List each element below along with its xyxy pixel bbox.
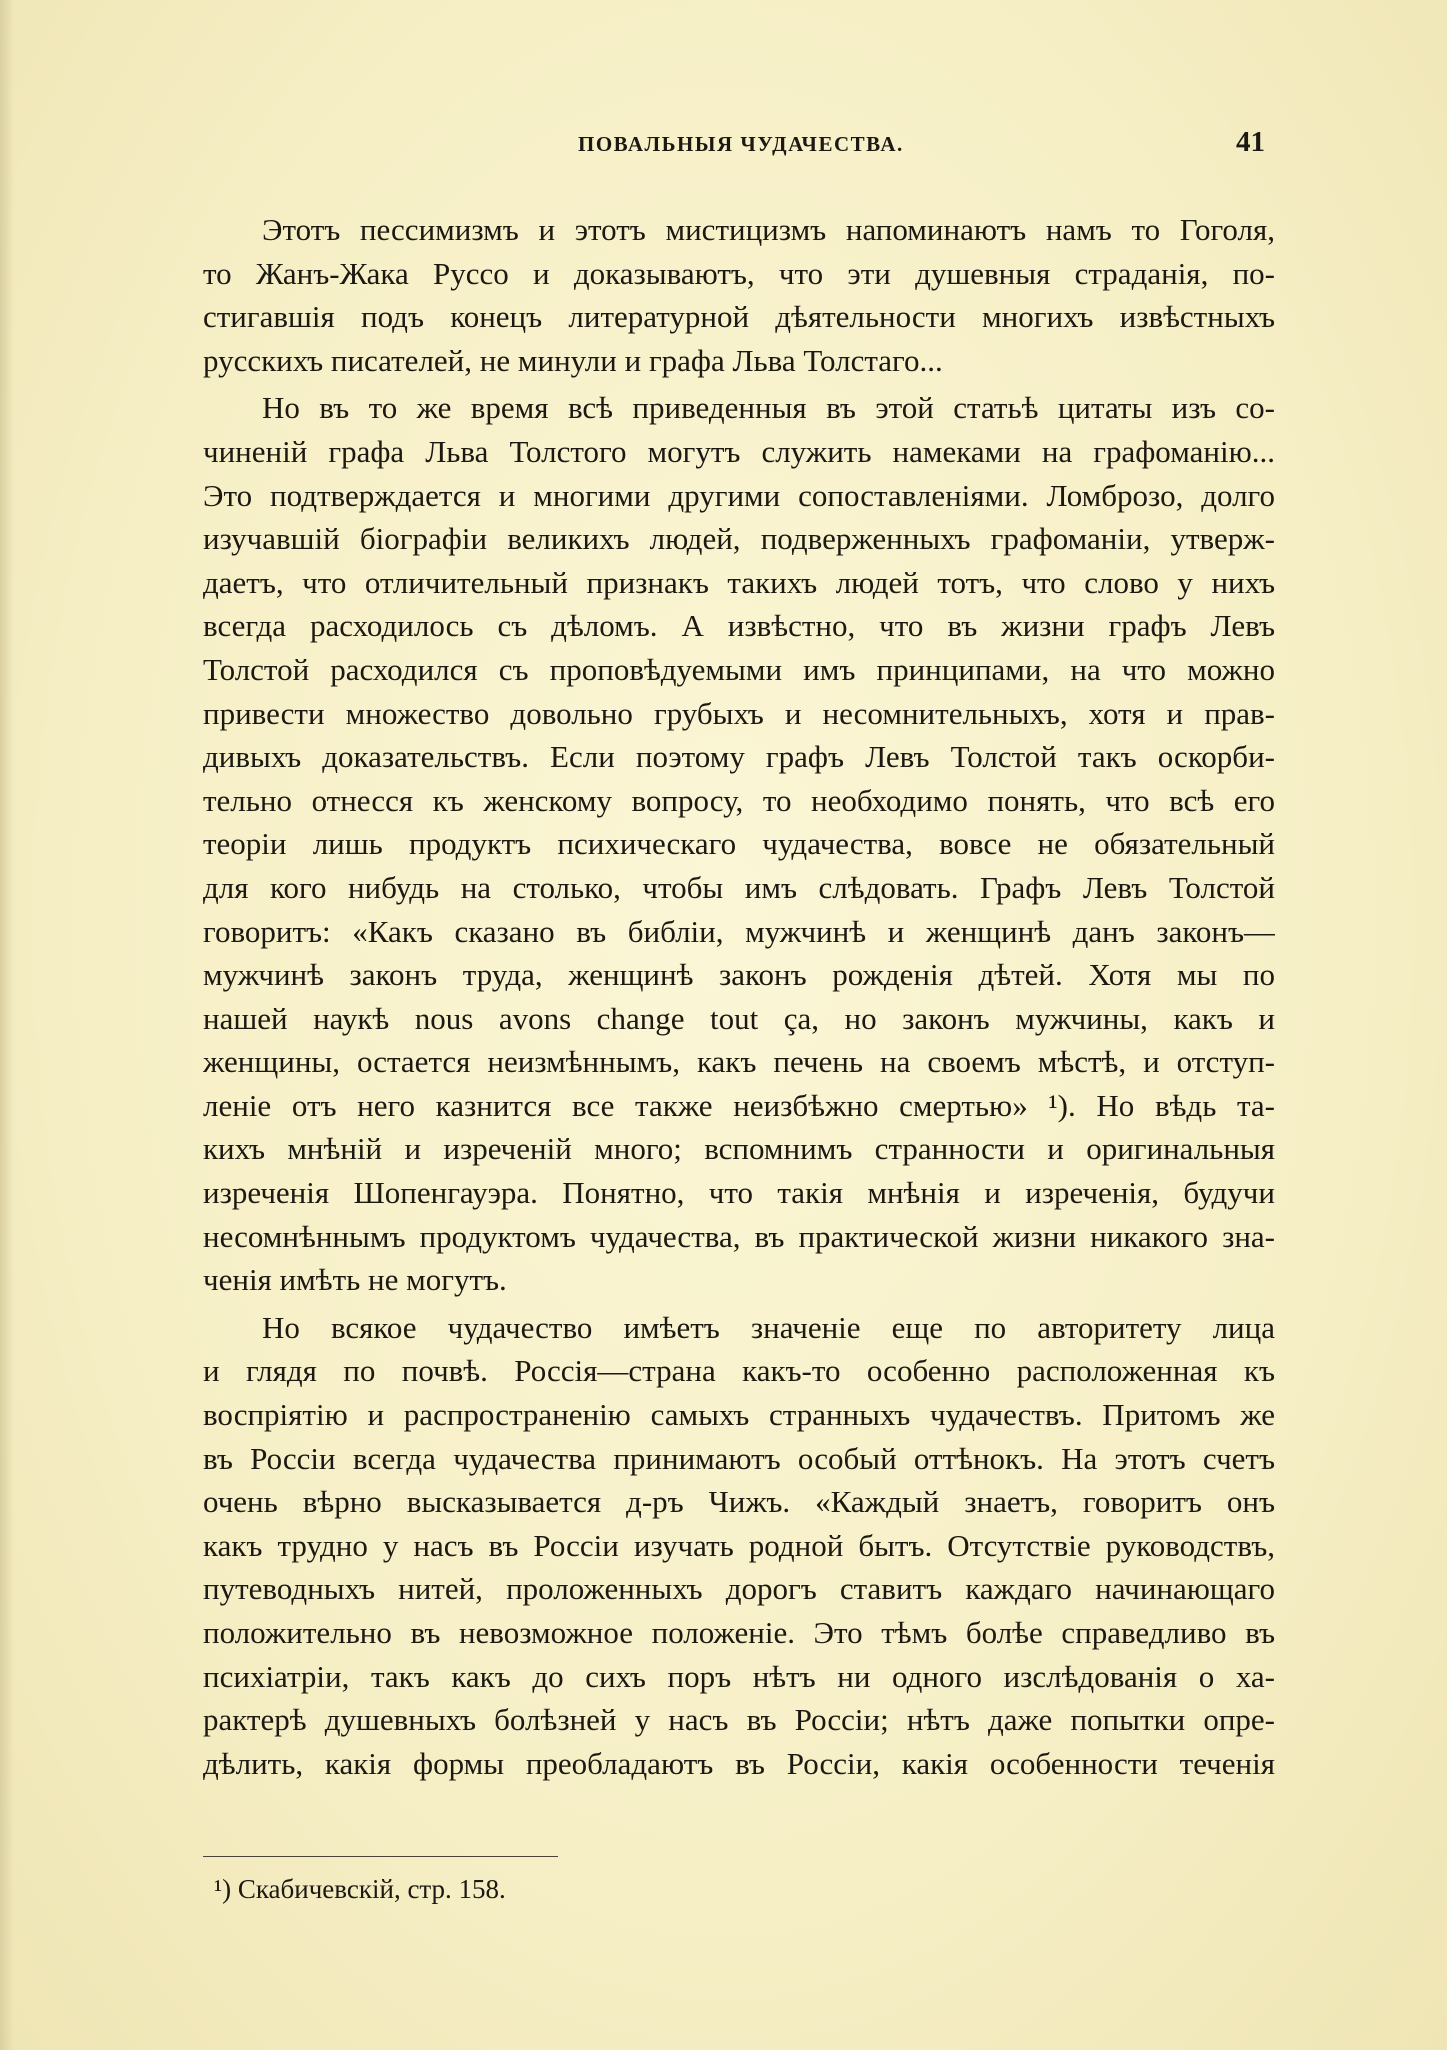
text-line: всегда расходилось съ дѣломъ. А извѣстно, что въ жизни графъ Левъ	[203, 608, 1275, 644]
footnote-divider	[203, 1856, 558, 1857]
text-line: Толстой расходился съ проповѣдуемыми имъ принципами, на что можно	[203, 651, 1275, 687]
text-line: дѣлить, какія формы преобладаютъ въ Россіи, какія особенности теченія	[203, 1745, 1275, 1781]
text-line: теоріи лишь продуктъ психическаго чудачества, вовсе не обязательный	[203, 826, 1275, 862]
text-line: въ Россіи всегда чудачества принимаютъ особый оттѣнокъ. На этотъ счетъ	[203, 1440, 1275, 1476]
text-line: и глядя по почвѣ. Россія—страна какъ-то особенно расположенная къ	[203, 1353, 1275, 1389]
text-line: привести множество довольно грубыхъ и несомнительныхъ, хотя и прав-	[203, 695, 1275, 731]
text-line: положительно въ невозможное положеніе. Это тѣмъ болѣе справедливо въ	[203, 1615, 1275, 1650]
text-line: мужчинѣ законъ труда, женщинѣ законъ рожденія дѣтей. Хотя мы по	[203, 957, 1275, 993]
text-line: рактерѣ душевныхъ болѣзней у насъ въ Россіи; нѣтъ даже попытки опре-	[203, 1702, 1275, 1738]
text-line: стигавшія подъ конецъ литературной дѣятельности многихъ извѣстныхъ	[203, 299, 1275, 335]
text-line: психіатріи, такъ какъ до сихъ поръ нѣтъ ни одного изслѣдованія о ха-	[203, 1658, 1275, 1694]
text-line: даетъ, что отличительный признакъ такихъ людей тотъ, что слово у нихъ	[203, 564, 1275, 600]
text-line: путеводныхъ нитей, проложенныхъ дорогъ ставитъ каждаго начинающаго	[203, 1571, 1275, 1607]
text-line: Но всякое чудачество имѣетъ значеніе еще по авторитету лица	[262, 1309, 1275, 1345]
text-line: ченія имѣть не могутъ.	[203, 1262, 507, 1298]
text-line: леніе отъ него казнится все также неизбѣжно смертью» ¹). Но вѣдь та-	[203, 1087, 1275, 1123]
text-line: говоритъ: «Какъ сказано въ библіи, мужчинѣ и женщинѣ данъ законъ—	[203, 913, 1275, 949]
text-line: дивыхъ доказательствъ. Если поэтому графъ Левъ Толстой такъ оскорби-	[203, 739, 1275, 775]
text-line: изучавшій біографіи великихъ людей, подверженныхъ графоманіи, утверж-	[203, 521, 1275, 557]
page-left-edge	[0, 0, 14, 2050]
text-line: то Жанъ-Жака Руссо и доказываютъ, что эти душевныя страданія, по-	[203, 255, 1275, 291]
page-number: 41	[1236, 126, 1265, 158]
text-line: очень вѣрно высказывается д-ръ Чижъ. «Каждый знаетъ, говоритъ онъ	[203, 1484, 1275, 1520]
text-line: русскихъ писателей, не минули и графа Льва Толстаго...	[203, 342, 943, 378]
footnote-marker: ¹)	[214, 1874, 232, 1904]
text-line: какъ трудно у насъ въ Россіи изучать родной бытъ. Отсутствіе руководствъ,	[203, 1527, 1275, 1563]
text-line: воспріятію и распространенію самыхъ странныхъ чудачествъ. Притомъ же	[203, 1397, 1275, 1433]
text-line: чиненій графа Льва Толстого могутъ служить намеками на графоманію...	[203, 433, 1275, 469]
body-text	[203, 208, 1275, 1785]
text-line: нашей наукѣ nous avons change tout ça, но законъ мужчины, какъ и	[203, 1000, 1275, 1036]
text-line: Это подтверждается и многими другими сопоставленіями. Ломброзо, долго	[203, 477, 1275, 513]
text-line: кихъ мнѣній и изреченій много; вспомнимъ странности и оригинальныя	[203, 1131, 1275, 1167]
text-line: Этотъ пессимизмъ и этотъ мистицизмъ напоминаютъ намъ то Гоголя,	[262, 212, 1275, 247]
text-line: женщины, остается неизмѣннымъ, какъ печень на своемъ мѣстѣ, и отступ-	[203, 1044, 1275, 1080]
footnote	[214, 1874, 506, 1905]
text-line: тельно отнесся къ женскому вопросу, то необходимо понять, что всѣ его	[203, 782, 1275, 818]
footnote-text: Скабичевскій, стр. 158.	[231, 1874, 506, 1904]
text-line: изреченія Шопенгауэра. Понятно, что такія мнѣнія и изреченія, будучи	[203, 1175, 1275, 1211]
text-line: для кого нибудь на столько, чтобы имъ слѣдовать. Графъ Левъ Толстой	[203, 869, 1275, 905]
running-head: ПОВАЛЬНЫЯ ЧУДАЧЕСТВА.	[578, 132, 904, 156]
text-line: Но въ то же время всѣ приведенныя въ этой статьѣ цитаты изъ со-	[262, 390, 1275, 426]
text-line: несомнѣннымъ продуктомъ чудачества, въ практической жизни никакого зна-	[203, 1218, 1275, 1254]
